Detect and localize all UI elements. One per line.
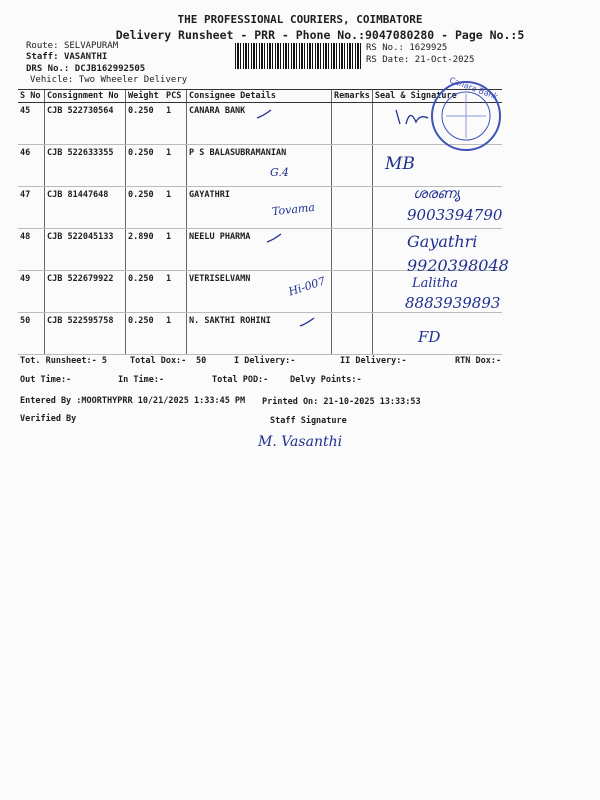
cell-pcs: 1 (164, 229, 187, 271)
cell-remarks (332, 103, 373, 145)
cell-sno: 46 (18, 145, 45, 187)
signature-46: MB (385, 154, 415, 174)
cell-consignment: CJB 81447648 (45, 187, 126, 229)
cell-consignee: P S BALASUBRAMANIAN (187, 145, 332, 187)
i-delivery: I Delivery:- (234, 356, 296, 366)
signature-scribble-45 (392, 104, 432, 132)
col-consignee: Consignee Details (187, 90, 332, 103)
staff-signature: M. Vasanthi (258, 434, 343, 450)
staff-value: VASANTHI (63, 52, 108, 62)
cell-consignment: CJB 522045133 (45, 229, 126, 271)
cell-weight: 0.250 (126, 187, 165, 229)
cell-weight: 0.250 (126, 145, 165, 187)
cell-weight: 0.250 (126, 103, 165, 145)
cell-consignment: CJB 522679922 (45, 271, 126, 313)
col-seal-signature: Seal & Signature (372, 90, 502, 103)
cell-sno: 48 (18, 229, 45, 271)
cell-pcs: 1 (164, 103, 187, 145)
cell-consignment: CJB 522730564 (45, 103, 126, 145)
staff-signature-label: Staff Signature (270, 416, 347, 426)
cell-consignee: NEELU PHARMA (187, 229, 332, 271)
cell-remarks (332, 187, 373, 229)
out-time: Out Time:- (20, 375, 72, 385)
handwritten-phone-3: 8883939893 (405, 294, 501, 312)
route-label: Route: (26, 41, 59, 51)
cell-weight: 2.890 (126, 229, 165, 271)
entered-by: Entered By :MOORTHYPRR 10/21/2025 1:33:45 PM (20, 396, 246, 406)
col-remarks: Remarks (332, 90, 373, 103)
cell-pcs: 1 (164, 271, 187, 313)
cell-sno: 50 (18, 313, 45, 355)
cell-sno: 45 (18, 103, 45, 145)
barcode-image (235, 43, 361, 69)
signature-50: FD (418, 328, 441, 346)
drs-line (26, 64, 145, 74)
ii-delivery: II Delivery:- (340, 356, 407, 366)
drs-label: DRS No.: (26, 64, 70, 74)
cell-sno: 49 (18, 271, 45, 313)
cell-consignment: CJB 522595758 (45, 313, 126, 355)
cell-pcs: 1 (164, 187, 187, 229)
company-title: THE PROFESSIONAL COURIERS, COIMBATORE (177, 13, 423, 26)
tot-runsheet: Tot. Runsheet:- 5 (20, 356, 107, 366)
rs-date-value: 21-Oct-2025 (414, 55, 475, 65)
cell-pcs: 1 (164, 145, 187, 187)
route-line (26, 41, 118, 51)
cell-remarks (332, 229, 373, 271)
col-sno: S No (18, 90, 45, 103)
printed-on: Printed On: 21-10-2025 13:33:53 (262, 397, 421, 407)
rs-date-label: RS Date: (366, 55, 410, 65)
vehicle-value: Two Wheeler Delivery (78, 75, 188, 85)
bank-seal-stamp (430, 75, 502, 152)
runsheet-subtitle: Delivery Runsheet - PRR - Phone No.:9047080280 - Page No.:5 (115, 28, 525, 42)
cell-consignee: VETRISELVAMN (187, 271, 332, 313)
rtn-dox: RTN Dox:- (455, 356, 502, 366)
total-dox-value: 50 (196, 356, 207, 366)
handwritten-note-46: G.4 (270, 166, 289, 179)
rs-no-line (366, 43, 447, 53)
cell-remarks (332, 313, 373, 355)
cell-consignee: GAYATHRI (187, 187, 332, 229)
col-consignment: Consignment No (45, 90, 126, 103)
drs-value: DCJB162992505 (74, 64, 146, 74)
staff-line (26, 52, 107, 62)
tick-mark-icon (298, 316, 316, 330)
handwritten-phone-2: 9920398048 (407, 256, 509, 275)
cell-remarks (332, 271, 373, 313)
cell-consignee: CANARA BANK (187, 103, 332, 145)
total-dox-label: Total Dox:- (130, 356, 187, 366)
cell-remarks (332, 145, 373, 187)
rs-no-value: 1629925 (409, 43, 448, 53)
handwritten-note-47: Tovama (271, 200, 316, 219)
staff-label: Staff: (26, 52, 59, 62)
in-time: In Time:- (118, 375, 165, 385)
route-value: SELVAPURAM (63, 41, 119, 51)
cell-pcs: 1 (164, 313, 187, 355)
cell-weight: 0.250 (126, 271, 165, 313)
cell-consignment: CJB 522633355 (45, 145, 126, 187)
handwritten-name-49: Lalitha (412, 276, 459, 291)
signature-47: ശരണ്യ (413, 186, 461, 202)
verified-by: Verified By (20, 414, 77, 424)
vehicle-line (30, 75, 187, 85)
tick-mark-icon (255, 108, 273, 122)
cell-weight: 0.250 (126, 313, 165, 355)
seal-text: Canara Bank (448, 75, 500, 102)
total-pod: Total POD:- (212, 375, 269, 385)
tick-mark-icon (265, 232, 283, 246)
handwritten-name-48: Gayathri (407, 232, 478, 251)
rs-date-line (366, 55, 474, 65)
cell-sno: 47 (18, 187, 45, 229)
cell-consignee: N. SAKTHI ROHINI (187, 313, 332, 355)
col-weight: Weight (126, 90, 165, 103)
rs-no-label: RS No.: (366, 43, 404, 53)
vehicle-label: Vehicle: (30, 75, 74, 85)
delvy-points: Delvy Points:- (290, 375, 362, 385)
col-pcs: PCS (164, 90, 187, 103)
handwritten-note-49: Hi-007 (286, 274, 327, 299)
handwritten-phone-1: 9003394790 (407, 206, 503, 224)
